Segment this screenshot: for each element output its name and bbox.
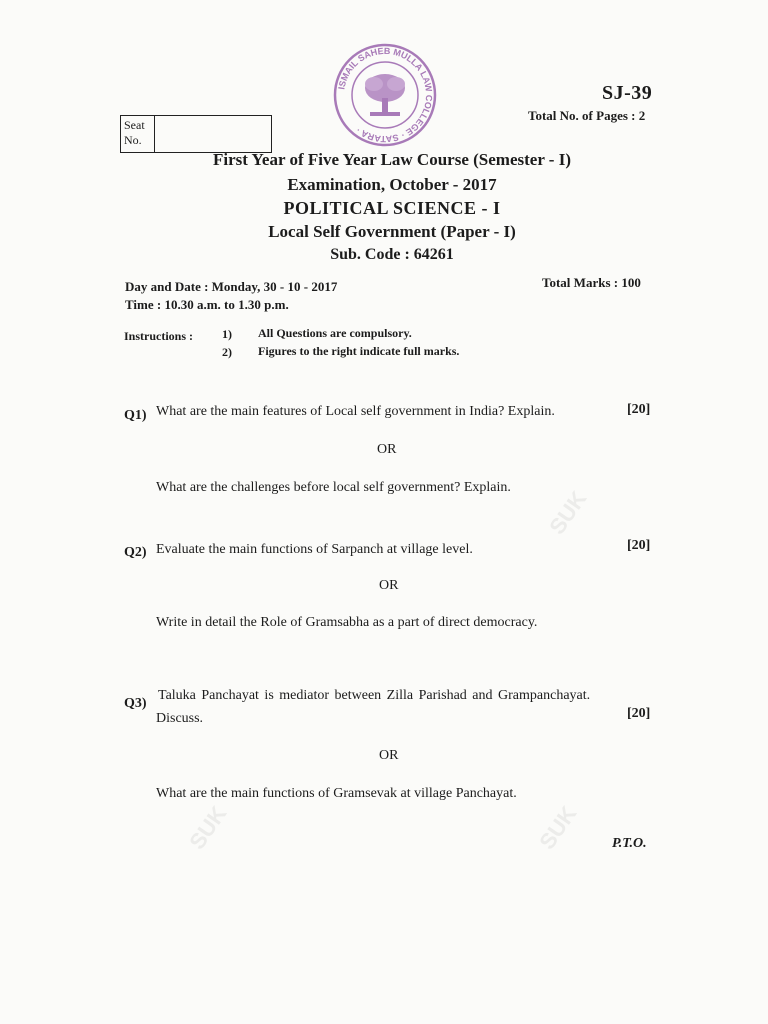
question-text: Evaluate the main functions of Sarpanch at village level. [156,542,473,557]
question-text: What are the main features of Local self government in India? Explain. [156,404,555,419]
seat-label: Seat No. [121,116,155,152]
svg-text:ISMAIL SAHEB MULLA LAW COLLEGE: ISMAIL SAHEB MULLA LAW COLLEGE · SATARA · [336,45,435,145]
total-pages: Total No. of Pages : 2 [528,108,646,123]
question-marks: [20] [627,706,651,721]
question-number: Q1) [124,408,147,423]
question-text: Taluka Panchayat is mediator between Zilla Parishad and Grampanchayat. [158,688,591,703]
paper-title: Local Self Government (Paper - I) [268,222,516,241]
alternate-question: Write in detail the Role of Gramsabha as a part of direct democracy. [156,615,538,630]
question-text-continued: Discuss. [156,711,204,726]
watermark: SUK [184,801,232,854]
watermark: SUK [534,801,582,854]
exam-time: Time : 10.30 a.m. to 1.30 p.m. [125,297,289,312]
seat-number-box [120,115,272,153]
sub-code: Sub. Code : 64261 [330,246,454,263]
instruction-number: 2) [222,345,232,359]
college-seal [330,40,440,150]
or-label: OR [379,748,399,763]
instruction-text: Figures to the right indicate full marks. [258,344,460,358]
exam-title: Examination, October - 2017 [287,175,497,194]
instruction-number: 1) [222,327,232,341]
total-marks: Total Marks : 100 [542,275,641,290]
day-date: Day and Date : Monday, 30 - 10 - 2017 [125,279,338,294]
please-turn-over: P.T.O. [612,836,647,851]
question-number: Q3) [124,696,147,711]
paper-code: SJ-39 [602,82,653,104]
or-label: OR [379,578,399,593]
alternate-question: What are the main functions of Gramsevak at village Panchayat. [156,786,517,801]
watermark: SUK [544,486,592,539]
seat-number-field [155,116,271,152]
question-marks: [20] [627,538,651,553]
course-title: First Year of Five Year Law Course (Semester - I) [212,150,571,169]
or-label: OR [377,442,397,457]
instructions-label: Instructions : [124,329,194,343]
question-number: Q2) [124,545,147,560]
question-marks: [20] [627,402,651,417]
instruction-text: All Questions are compulsory. [258,326,412,340]
subject-title: POLITICAL SCIENCE - I [283,198,501,218]
alternate-question: What are the challenges before local self government? Explain. [156,480,511,495]
